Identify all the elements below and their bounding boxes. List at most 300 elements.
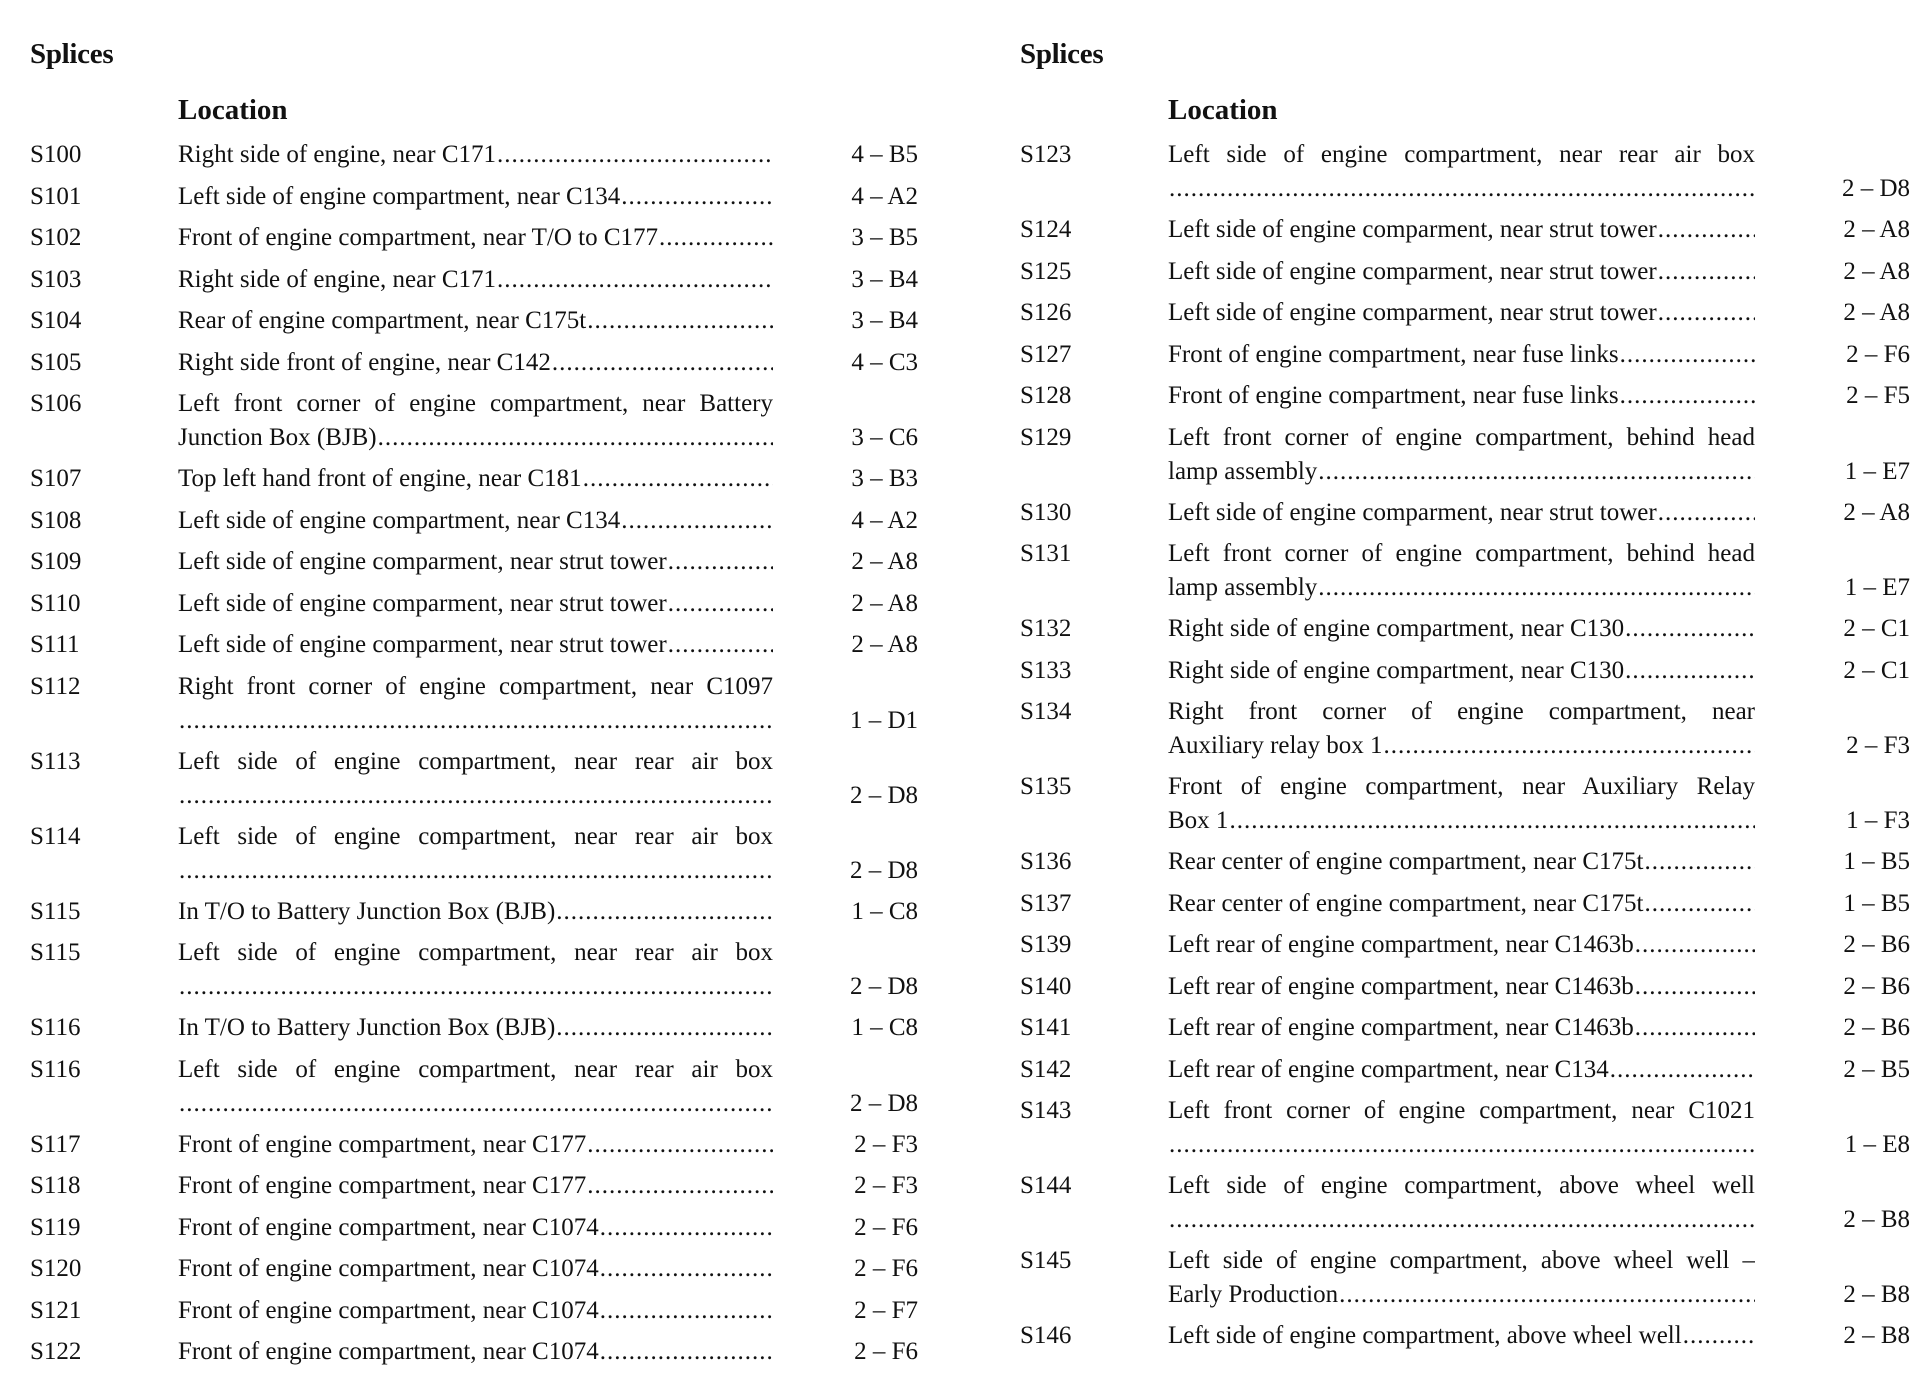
splice-code: S133 <box>1020 656 1072 684</box>
list-item <box>30 180 918 222</box>
list-item <box>1020 296 1910 338</box>
location-text: Right side front of engine, near C142 <box>178 348 551 376</box>
splice-location <box>178 587 773 621</box>
splice-location <box>1168 379 1755 413</box>
splice-code: S107 <box>30 465 82 492</box>
list-item <box>30 745 918 820</box>
splice-location <box>178 628 773 662</box>
splice-code: S110 <box>30 589 81 617</box>
list-item <box>1020 1319 1910 1361</box>
diagram-reference: 2 – D8 <box>849 781 918 809</box>
list-item <box>30 263 918 305</box>
splice-location <box>178 504 773 538</box>
splice-code: S136 <box>1020 848 1072 875</box>
location-text: Front of engine compartment, near fuse links <box>1168 340 1619 368</box>
location-text: Front of engine compartment, near Auxiliary Relay <box>1168 773 1755 800</box>
splice-code: S127 <box>1020 340 1072 368</box>
splice-location <box>178 1252 773 1286</box>
diagram-reference: 2 – B6 <box>1843 972 1910 1000</box>
diagram-reference: 2 – F5 <box>1846 382 1910 409</box>
diagram-reference: 2 – A8 <box>851 589 918 617</box>
location-text: Rear center of engine compartment, near C175t <box>1168 889 1644 917</box>
splice-location <box>1168 770 1755 838</box>
dot-leader <box>668 587 773 621</box>
diagram-reference: 1 – E7 <box>1844 574 1910 601</box>
location-text: Left side of engine comparment, near strut tower <box>1168 498 1657 526</box>
splice-location <box>1168 537 1755 605</box>
list-item <box>1020 338 1910 380</box>
diagram-reference: 3 – B4 <box>851 265 918 293</box>
splice-code: S115 <box>30 897 81 925</box>
dot-leader <box>1658 213 1755 247</box>
diagram-reference: 2 – F6 <box>854 1255 918 1282</box>
dot-leader <box>1169 172 1755 206</box>
splice-code: S106 <box>30 390 82 417</box>
splice-code: S103 <box>30 265 82 293</box>
location-text: Front of engine compartment, near C177 <box>178 1172 587 1199</box>
diagram-reference: 1 – C8 <box>851 897 918 925</box>
dot-leader <box>378 421 773 455</box>
list-item <box>30 462 918 504</box>
list-item <box>30 545 918 587</box>
location-text: Left front corner of engine compartment, near Battery <box>178 390 773 417</box>
splice-location <box>178 1335 773 1369</box>
location-text-continued: lamp assembly <box>1168 457 1318 485</box>
splice-code: S143 <box>1020 1097 1072 1124</box>
location-text: In T/O to Battery Junction Box (BJB) <box>178 897 556 925</box>
list-item <box>30 304 918 346</box>
splice-location <box>1168 1011 1755 1045</box>
location-text: Front of engine compartment, near C1074 <box>178 1255 599 1282</box>
splice-code: S122 <box>30 1338 82 1365</box>
list-item <box>30 221 918 263</box>
list-item <box>1020 379 1910 421</box>
splice-code: S109 <box>30 548 82 575</box>
splice-location <box>178 1128 773 1162</box>
splice-location <box>178 263 773 297</box>
list-item <box>1020 1053 1910 1095</box>
splice-location <box>178 1169 773 1203</box>
diagram-reference: 2 – B8 <box>1843 1322 1910 1349</box>
splice-location <box>1168 296 1755 330</box>
dot-leader <box>668 628 773 662</box>
list-item <box>1020 1244 1910 1319</box>
diagram-reference: 2 – B8 <box>1843 1281 1910 1308</box>
list-item <box>30 1294 918 1336</box>
location-text: Left rear of engine compartment, near C1463b <box>1168 972 1634 1000</box>
diagram-reference: 4 – C3 <box>851 348 918 376</box>
section-heading: Splices <box>30 38 114 70</box>
diagram-reference: 2 – F6 <box>854 1213 918 1241</box>
list-item <box>1020 1011 1910 1053</box>
splice-location <box>178 462 773 496</box>
splice-location <box>178 221 773 255</box>
location-text: Left side of engine compartment, near rear air box <box>1168 141 1755 168</box>
list-item <box>1020 496 1910 538</box>
location-text: Left side of engine compartment, near C134 <box>178 182 621 210</box>
location-text: Left side of engine compartment, near rear air box <box>178 1055 773 1083</box>
diagram-reference: 2 – F3 <box>854 1172 918 1199</box>
location-text-continued: Box 1 <box>1168 807 1229 834</box>
dot-leader <box>587 1128 773 1162</box>
list-item <box>30 138 918 180</box>
dot-leader <box>1610 1053 1755 1087</box>
list-item <box>30 387 918 462</box>
splice-code: S126 <box>1020 299 1072 326</box>
diagram-reference: 2 – F6 <box>1846 340 1910 368</box>
splice-location <box>178 670 773 738</box>
dot-leader <box>1169 1128 1755 1162</box>
section-heading: Splices <box>1020 38 1104 70</box>
location-column-header: Location <box>178 94 288 126</box>
splice-location <box>178 745 773 813</box>
list-item <box>1020 928 1910 970</box>
dot-leader <box>1645 887 1755 921</box>
location-text: Left rear of engine compartment, near C1463b <box>1168 1014 1634 1041</box>
location-text: Right front corner of engine compartment, near C1097 <box>178 672 773 700</box>
dot-leader <box>1635 928 1755 962</box>
location-text: Left front corner of engine compartment, near C1021 <box>1168 1097 1755 1124</box>
dot-leader <box>1625 654 1755 688</box>
splice-location <box>178 1053 773 1121</box>
location-text: Front of engine compartment, near C1074 <box>178 1213 599 1241</box>
splice-code: S117 <box>30 1130 81 1158</box>
list-item <box>30 346 918 388</box>
diagram-reference: 2 – A8 <box>851 631 918 658</box>
dot-leader <box>179 1087 773 1121</box>
splice-location <box>1168 213 1755 247</box>
dot-leader <box>1658 255 1755 289</box>
list-item <box>1020 654 1910 696</box>
dot-leader <box>600 1252 773 1286</box>
dot-leader <box>1625 612 1755 646</box>
location-text: Left side of engine compartment, near rear air box <box>178 822 773 850</box>
diagram-reference: 1 – F3 <box>1846 807 1910 834</box>
location-text: Front of engine compartment, near C1074 <box>178 1338 599 1365</box>
location-text: Left side of engine compartment, above wheel well – <box>1168 1247 1755 1274</box>
diagram-reference: 2 – F3 <box>1846 732 1910 759</box>
dot-leader <box>621 180 773 214</box>
splice-code: S121 <box>30 1296 82 1324</box>
location-text: Left side of engine comparment, near strut tower <box>178 548 667 575</box>
splice-code: S137 <box>1020 889 1072 917</box>
dot-leader <box>587 304 773 338</box>
splice-code: S102 <box>30 224 82 251</box>
splice-code: S128 <box>1020 382 1072 409</box>
dot-leader <box>497 138 773 172</box>
diagram-reference: 2 – C1 <box>1843 615 1910 642</box>
diagram-reference: 2 – F6 <box>854 1338 918 1365</box>
diagram-reference: 2 – A8 <box>851 548 918 575</box>
list-item <box>30 895 918 937</box>
list-item <box>1020 255 1910 297</box>
diagram-reference: 2 – D8 <box>849 856 918 884</box>
diagram-reference: 2 – A8 <box>1843 498 1910 526</box>
list-item <box>30 1252 918 1294</box>
splice-code: S115 <box>30 939 81 966</box>
diagram-reference: 3 – B3 <box>851 465 918 492</box>
dot-leader <box>1229 804 1755 838</box>
location-column-header: Location <box>1168 94 1278 126</box>
location-text: Left side of engine compartment, near rear air box <box>178 747 773 775</box>
diagram-reference: 2 – A8 <box>1843 216 1910 243</box>
diagram-reference: 2 – F7 <box>854 1296 918 1324</box>
splice-list <box>30 138 918 1377</box>
splice-location <box>1168 928 1755 962</box>
splice-code: S146 <box>1020 1322 1072 1349</box>
splice-code: S130 <box>1020 498 1072 526</box>
splice-location <box>1168 845 1755 879</box>
location-text: Rear center of engine compartment, near C175t <box>1168 848 1644 875</box>
location-text: Left side of engine compartment, above wheel well <box>1168 1172 1755 1199</box>
diagram-reference: 1 – B5 <box>1843 889 1910 917</box>
dot-leader <box>1384 729 1755 763</box>
diagram-reference: 1 – B5 <box>1843 848 1910 875</box>
splice-code: S124 <box>1020 216 1072 243</box>
dot-leader <box>600 1211 773 1245</box>
dot-leader <box>1339 1278 1755 1312</box>
location-text: Top left hand front of engine, near C181 <box>178 465 582 492</box>
dot-leader <box>556 895 773 929</box>
location-text: Front of engine compartment, near fuse links <box>1168 382 1619 409</box>
splice-code: S142 <box>1020 1055 1072 1083</box>
diagram-reference: 2 – A8 <box>1843 299 1910 326</box>
diagram-reference: 2 – B8 <box>1843 1206 1910 1233</box>
splice-code: S114 <box>30 822 81 850</box>
splice-code: S119 <box>30 1213 81 1241</box>
list-item <box>1020 695 1910 770</box>
dot-leader <box>1658 296 1755 330</box>
diagram-reference: 1 – E8 <box>1844 1131 1910 1158</box>
diagram-reference: 2 – D8 <box>1841 175 1910 202</box>
location-text: Left side of engine compartment, near C134 <box>178 506 621 534</box>
diagram-reference: 4 – A2 <box>851 506 918 534</box>
splice-location <box>1168 612 1755 646</box>
splice-code: S131 <box>1020 540 1072 567</box>
splice-code: S100 <box>30 141 82 168</box>
location-text-continued: lamp assembly <box>1168 574 1318 601</box>
splice-code: S134 <box>1020 698 1072 725</box>
location-text-continued: Junction Box (BJB) <box>178 424 377 451</box>
list-item <box>1020 421 1910 496</box>
dot-leader <box>1318 571 1755 605</box>
splice-code: S116 <box>30 1055 81 1083</box>
dot-leader <box>668 545 773 579</box>
dot-leader <box>179 854 773 888</box>
splice-location <box>1168 255 1755 289</box>
dot-leader <box>179 970 773 1004</box>
list-item <box>30 1169 918 1211</box>
dot-leader <box>1169 1203 1755 1237</box>
splice-location <box>1168 970 1755 1004</box>
diagram-reference: 3 – B5 <box>851 224 918 251</box>
dot-leader <box>1318 455 1755 489</box>
diagram-reference: 3 – B4 <box>851 307 918 334</box>
dot-leader <box>1635 970 1755 1004</box>
diagram-reference: 2 – A8 <box>1843 257 1910 285</box>
dot-leader <box>1683 1319 1755 1353</box>
diagram-reference: 2 – B5 <box>1843 1055 1910 1083</box>
list-item <box>1020 887 1910 929</box>
diagram-reference: 2 – C1 <box>1843 656 1910 684</box>
diagram-reference: 2 – D8 <box>849 1089 918 1117</box>
splice-location <box>178 545 773 579</box>
splice-location <box>178 1294 773 1328</box>
splice-location <box>178 1011 773 1045</box>
splice-location <box>1168 1053 1755 1087</box>
list-item <box>1020 970 1910 1012</box>
diagram-reference: 1 – E7 <box>1844 457 1910 485</box>
location-text: Left side of engine comparment, near strut tower <box>1168 299 1657 326</box>
dot-leader <box>1645 845 1755 879</box>
splice-code: S145 <box>1020 1247 1072 1274</box>
list-item <box>30 628 918 670</box>
list-item <box>30 1335 918 1377</box>
splice-code: S125 <box>1020 257 1072 285</box>
splice-code: S108 <box>30 506 82 534</box>
splice-code: S111 <box>30 631 80 658</box>
location-text: Left rear of engine compartment, near C1463b <box>1168 931 1634 958</box>
splice-location <box>178 304 773 338</box>
location-text: In T/O to Battery Junction Box (BJB) <box>178 1014 556 1041</box>
splice-code: S112 <box>30 672 81 700</box>
diagram-reference: 2 – D8 <box>849 973 918 1000</box>
splice-location <box>1168 138 1755 206</box>
dot-leader <box>1620 338 1755 372</box>
diagram-reference: 1 – C8 <box>851 1014 918 1041</box>
splice-list <box>1020 138 1910 1361</box>
list-item <box>1020 537 1910 612</box>
dot-leader <box>621 504 773 538</box>
splice-location <box>178 138 773 172</box>
splice-location <box>1168 695 1755 763</box>
list-item <box>30 1128 918 1170</box>
location-text: Left side of engine compartment, near rear air box <box>178 939 773 966</box>
location-text: Front of engine compartment, near T/O to C177 <box>178 224 658 251</box>
list-item <box>1020 1169 1910 1244</box>
location-text-continued: Auxiliary relay box 1 <box>1168 732 1383 759</box>
diagram-reference: 3 – C6 <box>851 424 918 451</box>
splice-code: S135 <box>1020 773 1072 800</box>
location-text: Front of engine compartment, near C1074 <box>178 1296 599 1324</box>
splice-code: S113 <box>30 747 81 775</box>
location-text: Left side of engine comparment, near strut tower <box>178 589 667 617</box>
location-text: Rear of engine compartment, near C175t <box>178 307 587 334</box>
list-item <box>1020 770 1910 845</box>
dot-leader <box>179 779 773 813</box>
splice-location <box>178 180 773 214</box>
diagram-reference: 4 – A2 <box>851 182 918 210</box>
splice-location <box>1168 421 1755 489</box>
diagram-reference: 2 – F3 <box>854 1130 918 1158</box>
list-item <box>30 1211 918 1253</box>
diagram-reference: 4 – B5 <box>851 141 918 168</box>
list-item <box>30 1011 918 1053</box>
dot-leader <box>497 263 773 297</box>
list-item <box>1020 612 1910 654</box>
dot-leader <box>583 462 773 496</box>
dot-leader <box>1658 496 1755 530</box>
dot-leader <box>587 1169 773 1203</box>
splice-location <box>1168 1169 1755 1237</box>
splice-location <box>1168 887 1755 921</box>
location-text: Right side of engine, near C171 <box>178 265 496 293</box>
list-item <box>1020 138 1910 213</box>
splice-code: S144 <box>1020 1172 1072 1199</box>
dot-leader <box>600 1294 773 1328</box>
splice-code: S105 <box>30 348 82 376</box>
splice-code: S129 <box>1020 423 1072 451</box>
diagram-reference: 1 – D1 <box>849 706 918 734</box>
splice-code: S116 <box>30 1014 81 1041</box>
splice-location <box>178 936 773 1004</box>
location-text: Left side of engine comparment, near strut tower <box>178 631 667 658</box>
splice-location <box>178 895 773 929</box>
location-text: Left side of engine comparment, near strut tower <box>1168 216 1657 243</box>
location-text: Left rear of engine compartment, near C134 <box>1168 1055 1609 1083</box>
splice-code: S141 <box>1020 1014 1072 1041</box>
location-text: Left side of engine comparment, near strut tower <box>1168 257 1657 285</box>
list-item <box>1020 845 1910 887</box>
splice-location <box>178 387 773 455</box>
list-item <box>30 936 918 1011</box>
list-item <box>30 820 918 895</box>
location-text: Left front corner of engine compartment, behind head <box>1168 540 1755 567</box>
dot-leader <box>552 346 773 380</box>
location-text: Right front corner of engine compartment, near <box>1168 698 1755 725</box>
list-item <box>1020 213 1910 255</box>
list-item <box>30 670 918 745</box>
list-item <box>1020 1094 1910 1169</box>
splice-code: S139 <box>1020 931 1072 958</box>
diagram-reference: 2 – B6 <box>1843 1014 1910 1041</box>
dot-leader <box>1620 379 1755 413</box>
list-item <box>30 587 918 629</box>
splice-code: S120 <box>30 1255 82 1282</box>
location-text: Right side of engine, near C171 <box>178 141 496 168</box>
splice-code: S140 <box>1020 972 1072 1000</box>
list-item <box>30 504 918 546</box>
location-text-continued: Early Production <box>1168 1281 1339 1308</box>
splice-code: S101 <box>30 182 82 210</box>
splice-location <box>1168 1244 1755 1312</box>
splice-location <box>1168 1319 1755 1353</box>
splice-location <box>1168 654 1755 688</box>
diagram-reference: 2 – B6 <box>1843 931 1910 958</box>
splice-code: S123 <box>1020 141 1072 168</box>
splice-code: S118 <box>30 1172 81 1199</box>
splice-location <box>1168 496 1755 530</box>
location-text: Right side of engine compartment, near C130 <box>1168 656 1625 684</box>
dot-leader <box>179 704 773 738</box>
splice-location <box>178 820 773 888</box>
splice-location <box>178 1211 773 1245</box>
splice-code: S104 <box>30 307 82 334</box>
dot-leader <box>600 1335 773 1369</box>
location-text: Front of engine compartment, near C177 <box>178 1130 587 1158</box>
location-text: Left front corner of engine compartment, behind head <box>1168 423 1755 451</box>
splice-location <box>178 346 773 380</box>
dot-leader <box>659 221 773 255</box>
splice-code: S132 <box>1020 615 1072 642</box>
dot-leader <box>556 1011 773 1045</box>
splice-location <box>1168 338 1755 372</box>
location-text: Right side of engine compartment, near C130 <box>1168 615 1625 642</box>
dot-leader <box>1635 1011 1755 1045</box>
location-text: Left side of engine compartment, above wheel well <box>1168 1322 1682 1349</box>
splice-location <box>1168 1094 1755 1162</box>
list-item <box>30 1053 918 1128</box>
